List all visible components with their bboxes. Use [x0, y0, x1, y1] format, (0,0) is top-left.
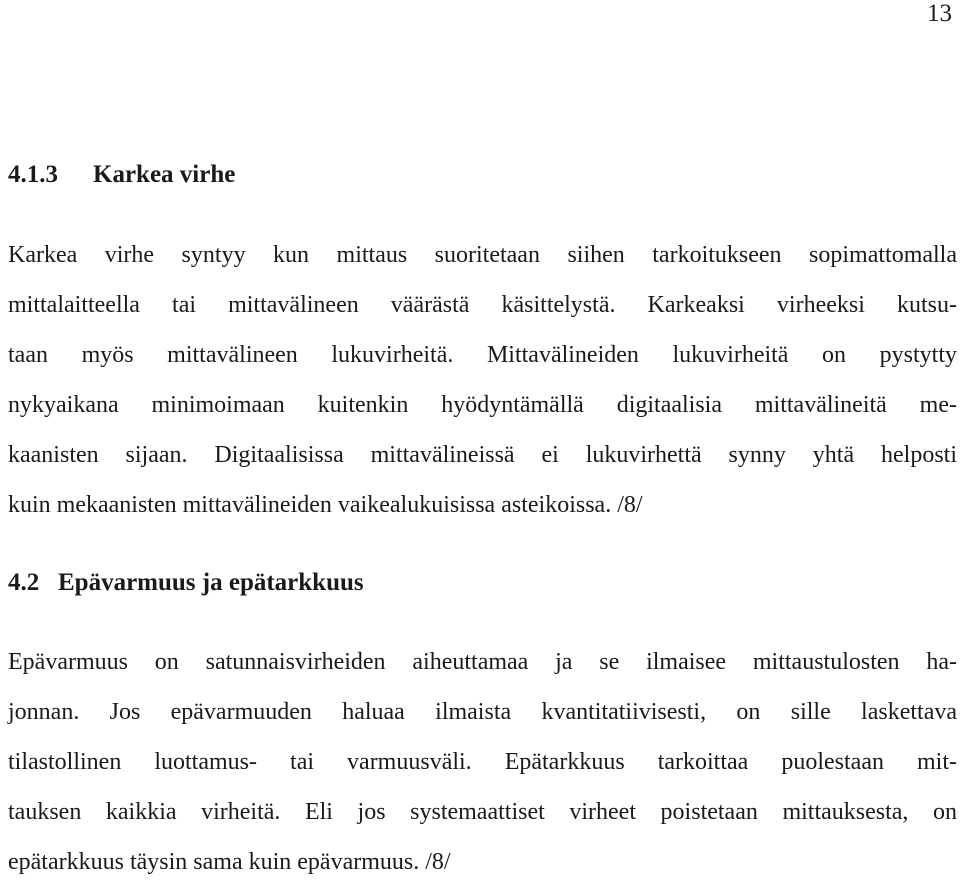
section-heading-4-2 [8, 568, 364, 598]
paragraph-line: jonnan. Jos epävarmuuden haluaa ilmaista kvantitatiivisesti, on sille laskettava [8, 699, 957, 725]
section-number: 4.2 [8, 569, 40, 596]
section-number: 4.1.3 [8, 161, 58, 188]
section-heading-4-1-3 [8, 160, 235, 190]
page-number: 13 [927, 0, 952, 27]
paragraph-line: tilastollinen luottamus- tai varmuusväli. Epätarkkuus tarkoittaa puolestaan mit- [8, 749, 957, 775]
paragraph-epavarmuus [8, 637, 957, 887]
paragraph-line: Karkea virhe syntyy kun mittaus suoritetaan siihen tarkoitukseen sopimattomalla [8, 242, 957, 268]
paragraph-line: mittalaitteella tai mittavälineen väärästä käsittelystä. Karkeaksi virheeksi kutsu- [8, 292, 957, 318]
paragraph-line: kuin mekaanisten mittavälineiden vaikealukuisissa asteikoissa. /8/ [8, 492, 643, 518]
paragraph-line: nykyaikana minimoimaan kuitenkin hyödyntämällä digitaalisia mittavälineitä me- [8, 392, 957, 418]
paragraph-line: Epävarmuus on satunnaisvirheiden aiheuttamaa ja se ilmaisee mittaustulosten ha- [8, 649, 957, 675]
paragraph-karkea-virhe [8, 230, 957, 530]
paragraph-line: taan myös mittavälineen lukuvirheitä. Mittavälineiden lukuvirheitä on pystytty [8, 342, 957, 368]
section-title: Epävarmuus ja epätarkkuus [58, 569, 364, 596]
paragraph-line: kaanisten sijaan. Digitaalisissa mittavälineissä ei lukuvirhettä synny yhtä helposti [8, 442, 957, 468]
paragraph-line: tauksen kaikkia virheitä. Eli jos systemaattiset virheet poistetaan mittauksesta, on [8, 799, 957, 825]
paragraph-line: epätarkkuus täysin sama kuin epävarmuus. /8/ [8, 849, 451, 875]
section-title: Karkea virhe [93, 161, 236, 188]
